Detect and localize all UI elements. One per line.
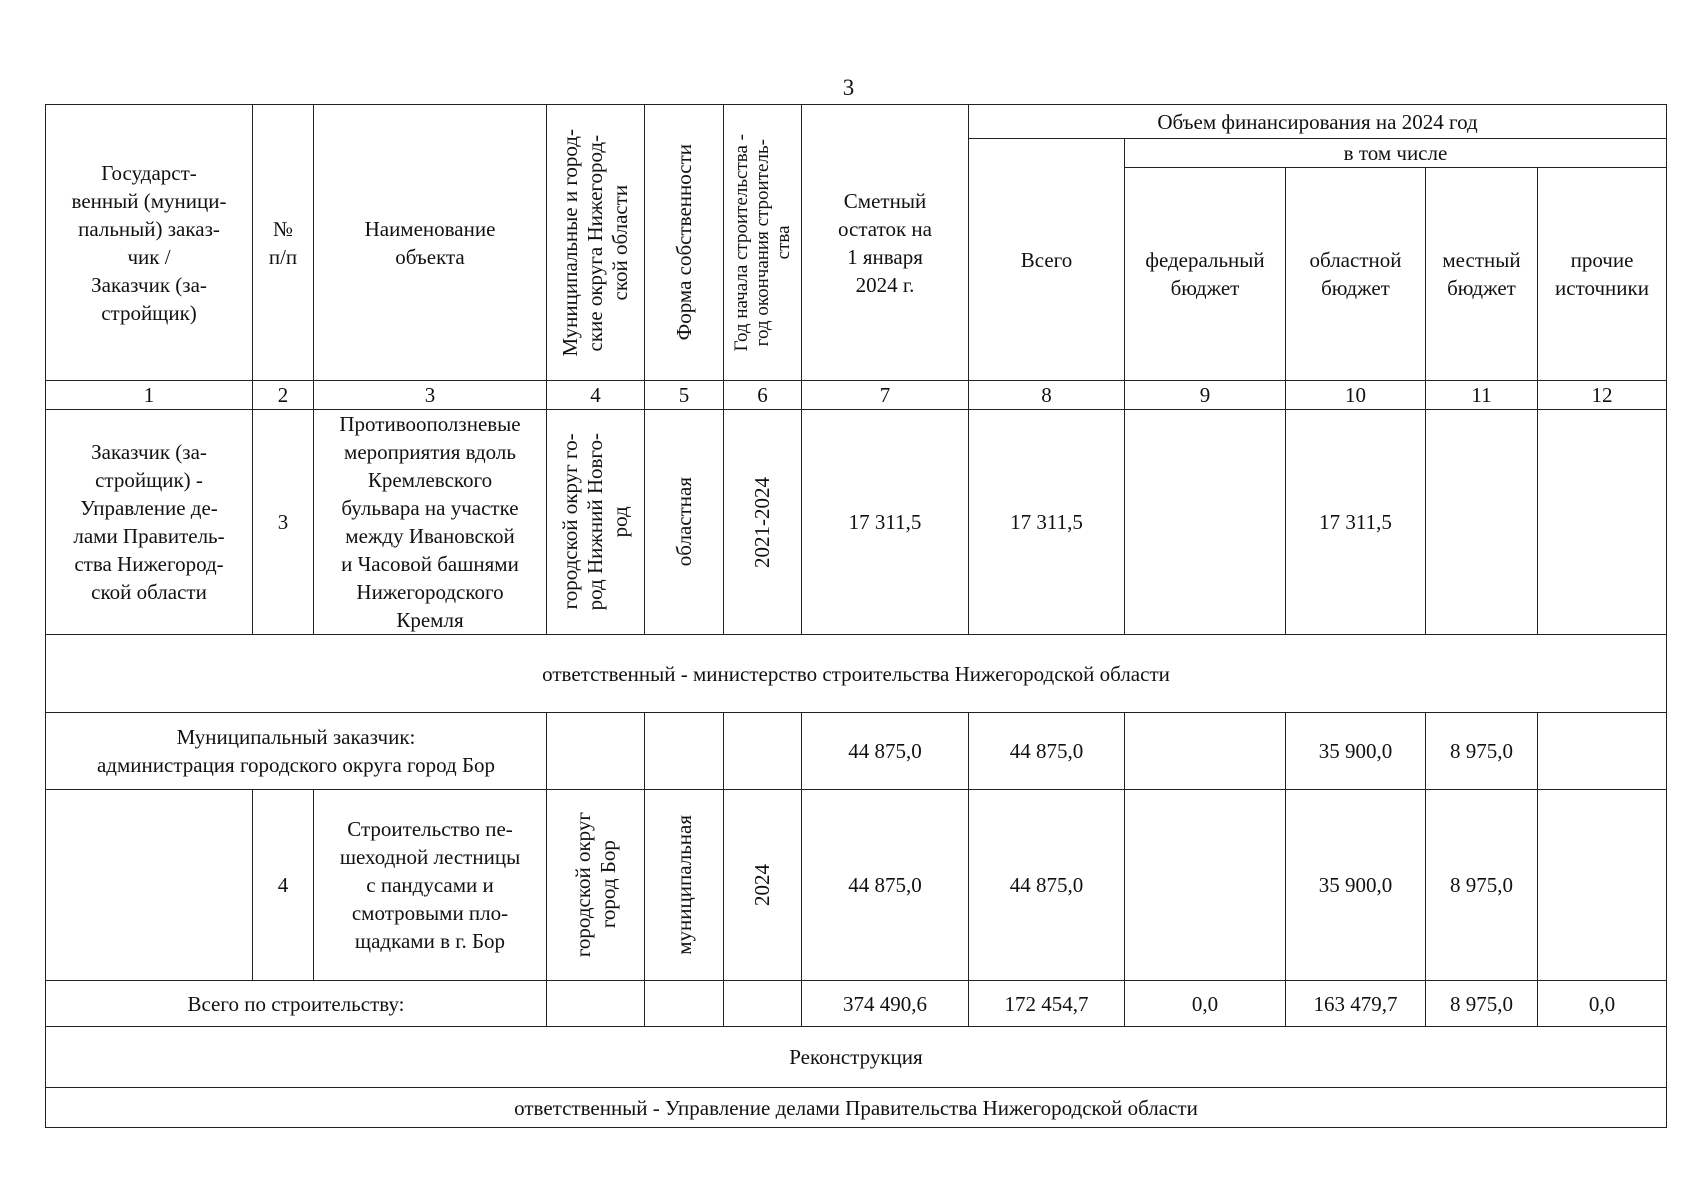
construction-total-total: 172 454,7 — [969, 981, 1125, 1027]
section-row-responsible-admin — [46, 1088, 1667, 1128]
header-estimate: Сметный остаток на 1 января 2024 г. — [802, 105, 969, 381]
section-row-reconstruction — [46, 1027, 1667, 1088]
header-municipality — [547, 105, 645, 381]
bor-customer-ownership — [645, 713, 724, 790]
construction-total-other: 0,0 — [1538, 981, 1667, 1027]
responsible-admin-label: ответственный - Управление делами Правительства Нижегородской области — [46, 1088, 1667, 1128]
header-total: Всего — [969, 139, 1125, 381]
header-number: № п/п — [253, 105, 314, 381]
header-other: прочие источники — [1538, 168, 1667, 381]
construction-total-federal: 0,0 — [1125, 981, 1286, 1027]
table-row-object-4 — [46, 790, 1667, 981]
page-number: 3 — [842, 75, 855, 100]
construction-total-municipality — [547, 981, 645, 1027]
header-years — [724, 105, 802, 381]
header-including: в том числе — [1125, 139, 1667, 168]
header-federal: федеральный бюджет — [1125, 168, 1286, 381]
table-row-construction-total — [46, 981, 1667, 1027]
bor-customer-municipality — [547, 713, 645, 790]
column-number-row — [46, 381, 1667, 410]
construction-total-years — [724, 981, 802, 1027]
object-4-federal — [1125, 790, 1286, 981]
column-number: 9 — [1125, 381, 1286, 410]
bor-customer-federal — [1125, 713, 1286, 790]
object-3-years-text: 2021-2024 — [750, 476, 774, 568]
bor-customer-label: Муниципальный заказчик: администрация городского округа город Бор — [46, 713, 547, 790]
header-customer: Государст- венный (муници- пальный) заказ- чик / Заказчик (за- стройщик) — [46, 105, 253, 381]
object-3-local — [1426, 410, 1538, 635]
column-number: 12 — [1538, 381, 1667, 410]
object-3-regional: 17 311,5 — [1286, 410, 1426, 635]
bor-customer-regional: 35 900,0 — [1286, 713, 1426, 790]
object-3-municipality-text: городской округ го- род Нижний Новго- род — [558, 433, 632, 611]
object-4-estimate: 44 875,0 — [802, 790, 969, 981]
column-number: 6 — [724, 381, 802, 410]
bor-customer-years — [724, 713, 802, 790]
financing-table — [45, 104, 1667, 1128]
construction-total-estimate: 374 490,6 — [802, 981, 969, 1027]
construction-total-label: Всего по строительству: — [46, 981, 547, 1027]
header-years-text: Год начала строительства - год окончания строитель- ства — [731, 133, 794, 352]
object-4-ownership — [645, 790, 724, 981]
reconstruction-label: Реконструкция — [46, 1027, 1667, 1088]
table-row-bor-customer — [46, 713, 1667, 790]
construction-total-local: 8 975,0 — [1426, 981, 1538, 1027]
object-4-total: 44 875,0 — [969, 790, 1125, 981]
object-3-name: Противооползневые мероприятия вдоль Кремлевского бульвара на участке между Ивановской и Часовой башнями Нижегородского Кремля — [314, 410, 547, 635]
object-3-estimate: 17 311,5 — [802, 410, 969, 635]
object-3-municipality — [547, 410, 645, 635]
object-3-federal — [1125, 410, 1286, 635]
header-financing-title: Объем финансирования на 2024 год — [969, 105, 1667, 139]
object-3-number: 3 — [253, 410, 314, 635]
object-4-municipality — [547, 790, 645, 981]
column-number: 3 — [314, 381, 547, 410]
column-number: 1 — [46, 381, 253, 410]
section-row-responsible-construction — [46, 635, 1667, 713]
construction-total-regional: 163 479,7 — [1286, 981, 1426, 1027]
object-4-years-text: 2024 — [750, 864, 774, 906]
column-number: 2 — [253, 381, 314, 410]
column-number: 7 — [802, 381, 969, 410]
column-number: 4 — [547, 381, 645, 410]
object-3-customer: Заказчик (за- стройщик) - Управление де- лами Правитель- ства Нижегород- ской области — [46, 410, 253, 635]
object-4-number: 4 — [253, 790, 314, 981]
header-local: местный бюджет — [1426, 168, 1538, 381]
object-4-other — [1538, 790, 1667, 981]
header-regional: областной бюджет — [1286, 168, 1426, 381]
bor-customer-estimate: 44 875,0 — [802, 713, 969, 790]
object-3-total: 17 311,5 — [969, 410, 1125, 635]
header-municipality-text: Муниципальные и город- ские округа Нижегород- ской области — [558, 128, 632, 357]
object-4-regional: 35 900,0 — [1286, 790, 1426, 981]
header-ownership — [645, 105, 724, 381]
object-3-ownership — [645, 410, 724, 635]
object-4-local: 8 975,0 — [1426, 790, 1538, 981]
object-4-years — [724, 790, 802, 981]
column-number: 10 — [1286, 381, 1426, 410]
construction-total-ownership — [645, 981, 724, 1027]
header-row-top — [46, 105, 1667, 139]
column-number: 8 — [969, 381, 1125, 410]
bor-customer-other — [1538, 713, 1667, 790]
header-object-name: Наименование объекта — [314, 105, 547, 381]
responsible-construction-label: ответственный - министерство строительства Нижегородской области — [46, 635, 1667, 713]
object-3-years — [724, 410, 802, 635]
object-3-other — [1538, 410, 1667, 635]
object-4-ownership-text: муниципальная — [671, 815, 696, 955]
object-4-name: Строительство пе- шеходной лестницы с пандусами и смотровыми пло- щадками в г. Бор — [314, 790, 547, 981]
header-ownership-text: Форма собственности — [671, 144, 696, 341]
object-4-customer — [46, 790, 253, 981]
bor-customer-total: 44 875,0 — [969, 713, 1125, 790]
object-4-municipality-text: городской округ город Бор — [570, 812, 620, 958]
column-number: 11 — [1426, 381, 1538, 410]
bor-customer-local: 8 975,0 — [1426, 713, 1538, 790]
object-3-ownership-text: областная — [671, 477, 696, 567]
table-row-object-3 — [46, 410, 1667, 635]
column-number: 5 — [645, 381, 724, 410]
